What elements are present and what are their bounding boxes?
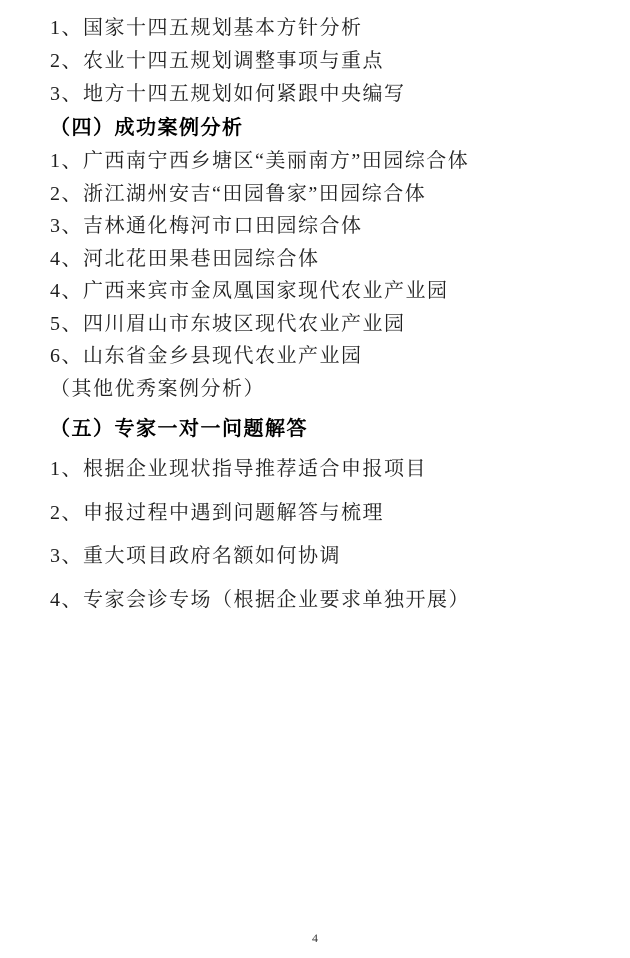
list-item: 2、农业十四五规划调整事项与重点 (50, 50, 384, 72)
section-heading-case-analysis: （四）成功案例分析 (50, 117, 244, 139)
list-item-note: （其他优秀案例分析） (50, 377, 265, 400)
list-item: 3、重大项目政府名额如何协调 (50, 545, 341, 567)
list-item: 3、吉林通化梅河市口田园综合体 (50, 215, 363, 237)
list-item: 2、申报过程中遇到问题解答与梳理 (50, 501, 384, 524)
list-item: 4、河北花田果巷田园综合体 (50, 247, 320, 270)
list-item: 1、国家十四五规划基本方针分析 (50, 17, 363, 39)
list-item: 4、专家会诊专场（根据企业要求单独开展） (50, 588, 470, 611)
list-item: 5、四川眉山市东坡区现代农业产业园 (50, 312, 406, 335)
page-number: 4 (312, 931, 318, 945)
list-item: 2、浙江湖州安吉“田园鲁家”田园综合体 (50, 182, 427, 205)
list-item: 1、根据企业现状指导推荐适合申报项目 (50, 458, 427, 480)
document-body (50, 12, 605, 622)
list-item: 6、山东省金乡县现代农业产业园 (50, 345, 363, 367)
list-item: 4、广西来宾市金凤凰国家现代农业产业园 (50, 280, 449, 302)
list-item: 3、地方十四五规划如何紧跟中央编写 (50, 83, 406, 105)
section-heading-expert-qa: （五）专家一对一问题解答 (50, 418, 308, 440)
list-item: 1、广西南宁西乡塘区“美丽南方”田园综合体 (50, 150, 470, 172)
